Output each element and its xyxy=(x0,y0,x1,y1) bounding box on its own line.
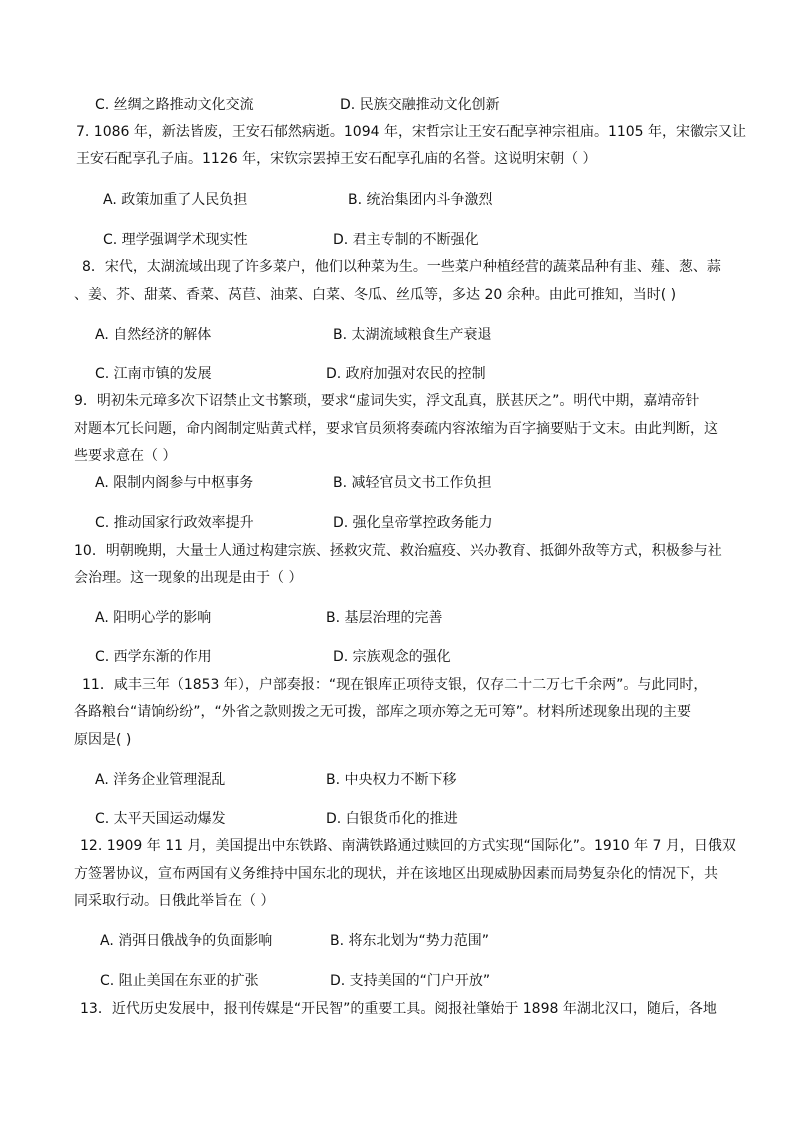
q9-stem-line-1: 9．明初朱元璋多次下诏禁止文书繁琐，要求“虚词失实，浮文乱真，朕甚厌之”。明代中期，嘉靖帝针 xyxy=(74,393,700,409)
q10-option-c: C. 西学东渐的作用 xyxy=(95,649,212,665)
q8-option-c: C. 江南市镇的发展 xyxy=(95,366,212,382)
q9-stem-line-2: 对题本冗长问题，命内阁制定贴黄式样，要求官员须将奏疏内容浓缩为百字摘要贴于文末。由此判断，这 xyxy=(74,421,718,437)
q6-option-d: D. 民族交融推动文化创新 xyxy=(340,97,500,113)
q9-option-b: B. 减轻官员文书工作负担 xyxy=(333,475,492,491)
q9-option-a: A. 限制内阁参与中枢事务 xyxy=(95,475,254,491)
q6-option-c: C. 丝绸之路推动文化交流 xyxy=(95,97,254,113)
q7-option-a: A. 政策加重了人民负担 xyxy=(103,192,248,208)
q11-stem-line-3: 原因是( ) xyxy=(74,732,132,748)
q11-option-a: A. 洋务企业管理混乱 xyxy=(95,772,226,788)
q12-option-d: D. 支持美国的“门户开放” xyxy=(330,973,491,989)
q9-stem-line-3: 些要求意在（ ） xyxy=(74,448,177,464)
q8-stem-line-2: 、姜、芥、甜菜、香菜、莴苣、油菜、白菜、冬瓜、丝瓜等，多达 20 余种。由此可推知，当时( ) xyxy=(74,287,677,303)
q10-option-a: A. 阳明心学的影响 xyxy=(95,610,212,626)
q11-option-d: D. 白银货币化的推进 xyxy=(326,811,458,827)
q12-stem-line-3: 同采取行动。日俄此举旨在（ ） xyxy=(74,893,275,909)
q12-option-c: C. 阻止美国在东亚的扩张 xyxy=(100,973,259,989)
q7-stem-line-1: 7. 1086 年，新法皆废，王安石郁然病逝。1094 年，宋哲宗让王安石配享神宗祖庙。1105 年，宋徽宗又让 xyxy=(76,124,747,140)
q8-stem-line-1: 8．宋代，太湖流域出现了许多菜户，他们以种菜为生。一些菜户种植经营的蔬菜品种有韭、薤、葱、蒜 xyxy=(82,259,721,275)
q12-stem-line-2: 方签署协议，宣布两国有义务维持中国东北的现状，并在该地区出现威胁因素而局势复杂化的情况下，共 xyxy=(74,866,718,882)
q10-stem-line-2: 会治理。这一现象的出现是由于（ ） xyxy=(74,570,303,586)
q8-option-b: B. 太湖流域粮食生产衰退 xyxy=(333,327,492,343)
q10-option-b: B. 基层治理的完善 xyxy=(326,610,443,626)
q7-option-b: B. 统治集团内斗争激烈 xyxy=(348,192,493,208)
q12-option-a: A. 消弭日俄战争的负面影响 xyxy=(100,933,273,949)
q11-stem-line-1: 11．咸丰三年（1853 年），户部奏报：“现在银库正项待支银，仅存二十二万七千余两”。与此同时， xyxy=(82,677,708,693)
q11-option-b: B. 中央权力不断下移 xyxy=(326,772,457,788)
q7-option-c: C. 理学强调学术现实性 xyxy=(103,232,248,248)
q11-stem-line-2: 各路粮台“请饷纷纷”，“外省之款则拨之无可拨，部库之项亦筹之无可筹”。材料所述现象出现的主要 xyxy=(74,704,692,720)
q8-option-a: A. 自然经济的解体 xyxy=(95,327,212,343)
q12-option-b: B. 将东北划为“势力范围” xyxy=(330,933,490,949)
q12-stem-line-1: 12. 1909 年 11 月，美国提出中东铁路、南满铁路通过赎回的方式实现“国际化”。1910 年 7 月，日俄双 xyxy=(80,838,736,854)
q9-option-c: C. 推动国家行政效率提升 xyxy=(95,515,254,531)
q13-stem-line-1: 13．近代历史发展中，报刊传媒是“开民智”的重要工具。阅报社肇始于 1898 年湖北汉口，随后，各地 xyxy=(80,1001,717,1017)
q9-option-d: D. 强化皇帝掌控政务能力 xyxy=(333,515,493,531)
q11-option-c: C. 太平天国运动爆发 xyxy=(95,811,226,827)
q7-stem-line-2: 王安石配享孔子庙。1126 年，宋钦宗罢掉王安石配享孔庙的名誉。这说明宋朝（ ） xyxy=(76,151,597,167)
q10-stem-line-1: 10．明朝晚期，大量士人通过构建宗族、拯救灾荒、救治瘟疫、兴办教育、抵御外敌等方式，积极参与社 xyxy=(74,543,722,559)
q8-option-d: D. 政府加强对农民的控制 xyxy=(326,366,486,382)
q7-option-d: D. 君主专制的不断强化 xyxy=(333,232,479,248)
q10-option-d: D. 宗族观念的强化 xyxy=(333,649,451,665)
